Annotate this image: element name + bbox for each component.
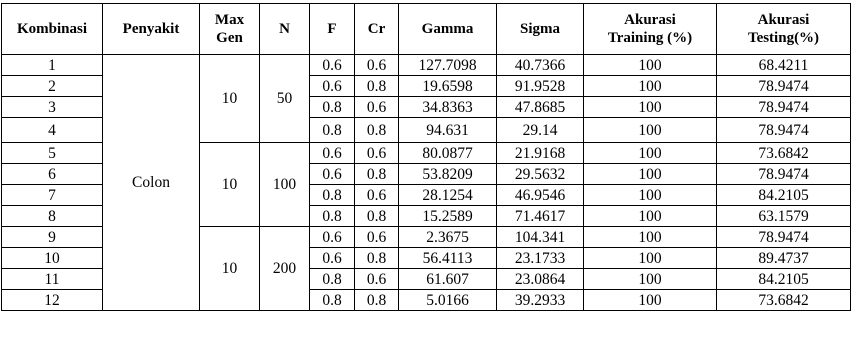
cell-gamma: 56.4113 (399, 248, 497, 269)
header-kombinasi: Kombinasi (2, 4, 103, 55)
cell-n: 200 (260, 227, 310, 311)
cell-sigma: 91.9528 (497, 76, 584, 97)
cell-f: 0.6 (310, 164, 355, 185)
cell-training: 100 (584, 118, 717, 143)
cell-gamma: 5.0166 (399, 290, 497, 311)
cell-training: 100 (584, 55, 717, 76)
cell-testing: 63.1579 (717, 206, 851, 227)
cell-f: 0.8 (310, 290, 355, 311)
cell-sigma: 29.14 (497, 118, 584, 143)
cell-testing: 73.6842 (717, 143, 851, 164)
cell-training: 100 (584, 290, 717, 311)
cell-cr: 0.6 (355, 55, 399, 76)
cell-sigma: 23.1733 (497, 248, 584, 269)
cell-cr: 0.8 (355, 206, 399, 227)
cell-training: 100 (584, 227, 717, 248)
cell-max-gen: 10 (200, 143, 260, 227)
cell-f: 0.8 (310, 118, 355, 143)
cell-f: 0.6 (310, 76, 355, 97)
cell-cr: 0.6 (355, 269, 399, 290)
cell-cr: 0.8 (355, 118, 399, 143)
cell-training: 100 (584, 185, 717, 206)
cell-n: 50 (260, 55, 310, 143)
cell-kombinasi: 5 (2, 143, 103, 164)
cell-kombinasi: 11 (2, 269, 103, 290)
header-akurasi-training-line2: Training (%) (607, 30, 693, 46)
header-max-gen-line1: Max (214, 12, 245, 28)
header-sigma: Sigma (497, 4, 584, 55)
header-akurasi-testing-line1: Akurasi (757, 12, 810, 28)
cell-sigma: 104.341 (497, 227, 584, 248)
cell-training: 100 (584, 206, 717, 227)
header-akurasi-testing (717, 4, 851, 55)
cell-gamma: 34.8363 (399, 97, 497, 118)
cell-kombinasi: 8 (2, 206, 103, 227)
cell-penyakit: Colon (103, 55, 200, 311)
cell-sigma: 23.0864 (497, 269, 584, 290)
cell-cr: 0.8 (355, 248, 399, 269)
cell-training: 100 (584, 97, 717, 118)
cell-training: 100 (584, 143, 717, 164)
header-f: F (310, 4, 355, 55)
cell-gamma: 28.1254 (399, 185, 497, 206)
cell-testing: 68.4211 (717, 55, 851, 76)
cell-kombinasi: 2 (2, 76, 103, 97)
cell-gamma: 19.6598 (399, 76, 497, 97)
cell-sigma: 29.5632 (497, 164, 584, 185)
cell-gamma: 94.631 (399, 118, 497, 143)
cell-cr: 0.6 (355, 185, 399, 206)
cell-kombinasi: 9 (2, 227, 103, 248)
header-akurasi-training-line1: Akurasi (624, 12, 676, 28)
header-n: N (260, 4, 310, 55)
cell-sigma: 47.8685 (497, 97, 584, 118)
cell-f: 0.8 (310, 206, 355, 227)
cell-testing: 73.6842 (717, 290, 851, 311)
table-row (2, 55, 851, 76)
cell-testing: 78.9474 (717, 76, 851, 97)
cell-cr: 0.8 (355, 290, 399, 311)
cell-kombinasi: 10 (2, 248, 103, 269)
cell-testing: 78.9474 (717, 227, 851, 248)
cell-f: 0.8 (310, 269, 355, 290)
cell-sigma: 46.9546 (497, 185, 584, 206)
header-gamma: Gamma (399, 4, 497, 55)
cell-training: 100 (584, 164, 717, 185)
header-akurasi-testing-line2: Testing(%) (747, 30, 820, 46)
header-max-gen (200, 4, 260, 55)
table-header (2, 4, 851, 55)
header-cr: Cr (355, 4, 399, 55)
cell-gamma: 2.3675 (399, 227, 497, 248)
cell-gamma: 15.2589 (399, 206, 497, 227)
cell-testing: 78.9474 (717, 164, 851, 185)
header-max-gen-line2: Gen (216, 30, 243, 46)
cell-f: 0.8 (310, 97, 355, 118)
cell-training: 100 (584, 76, 717, 97)
cell-f: 0.6 (310, 248, 355, 269)
cell-cr: 0.6 (355, 227, 399, 248)
cell-n: 100 (260, 143, 310, 227)
cell-gamma: 53.8209 (399, 164, 497, 185)
results-table (1, 3, 851, 311)
cell-gamma: 61.607 (399, 269, 497, 290)
cell-f: 0.8 (310, 185, 355, 206)
cell-cr: 0.6 (355, 97, 399, 118)
cell-training: 100 (584, 269, 717, 290)
cell-testing: 78.9474 (717, 97, 851, 118)
cell-testing: 89.4737 (717, 248, 851, 269)
cell-training: 100 (584, 248, 717, 269)
cell-gamma: 80.0877 (399, 143, 497, 164)
cell-testing: 84.2105 (717, 185, 851, 206)
cell-max-gen: 10 (200, 227, 260, 311)
cell-sigma: 40.7366 (497, 55, 584, 76)
cell-f: 0.6 (310, 227, 355, 248)
table-body (2, 55, 851, 311)
header-akurasi-training (584, 4, 717, 55)
cell-kombinasi: 7 (2, 185, 103, 206)
cell-testing: 78.9474 (717, 118, 851, 143)
cell-kombinasi: 12 (2, 290, 103, 311)
cell-f: 0.6 (310, 55, 355, 76)
cell-cr: 0.8 (355, 76, 399, 97)
cell-sigma: 71.4617 (497, 206, 584, 227)
cell-f: 0.6 (310, 143, 355, 164)
cell-kombinasi: 3 (2, 97, 103, 118)
cell-sigma: 21.9168 (497, 143, 584, 164)
cell-cr: 0.6 (355, 143, 399, 164)
cell-max-gen: 10 (200, 55, 260, 143)
cell-cr: 0.8 (355, 164, 399, 185)
cell-kombinasi: 1 (2, 55, 103, 76)
cell-kombinasi: 6 (2, 164, 103, 185)
cell-kombinasi: 4 (2, 118, 103, 143)
cell-gamma: 127.7098 (399, 55, 497, 76)
cell-sigma: 39.2933 (497, 290, 584, 311)
header-penyakit: Penyakit (103, 4, 200, 55)
cell-testing: 84.2105 (717, 269, 851, 290)
